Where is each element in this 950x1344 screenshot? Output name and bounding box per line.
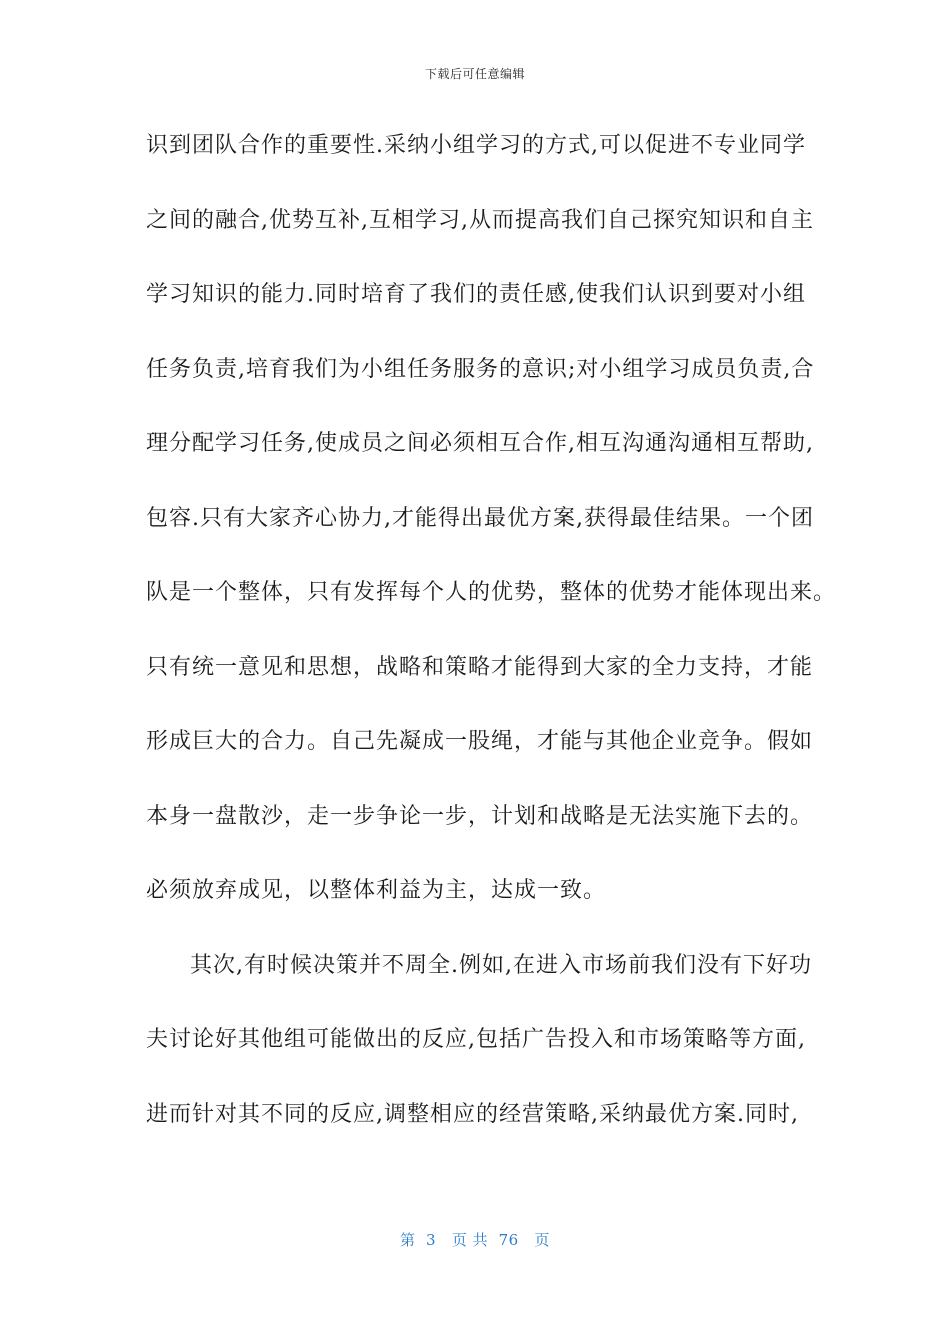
page-header: 下载后可任意编辑 <box>424 67 525 81</box>
text-line: 队是一个整体，只有发挥每个人的优势，整体的优势才能体现出来。 <box>146 580 837 605</box>
paragraph-start-line: 其次,有时候决策并不周全.例如,在进入市场前我们没有下好功 <box>190 952 812 978</box>
text-line: 识到团队合作的重要性.采纳小组学习的方式,可以促进不专业同学 <box>146 133 806 158</box>
text-line: 理分配学习任务,使成员之间必须相互合作,相互沟通沟通相互帮助, <box>146 431 814 456</box>
page-number-footer: 第 3 页 共 76 页 <box>399 1231 551 1249</box>
text-line: 包容.只有大家齐心协力,才能得出最优方案,获得最佳结果。一个团 <box>146 505 814 531</box>
text-line: 只有统一意见和思想，战略和策略才能得到大家的全力支持，才能 <box>146 654 814 680</box>
text-line: 进而针对其不同的反应,调整相应的经营策略,采纳最优方案.同时, <box>146 1101 799 1127</box>
document-body <box>146 128 837 1171</box>
text-line: 本身一盘散沙，走一步争论一步，计划和战略是无法实施下去的。 <box>146 803 814 829</box>
text-line: 夫讨论好其他组可能做出的反应,包括广告投入和市场策略等方面, <box>146 1027 806 1052</box>
text-line: 学习知识的能力.同时培育了我们的责任感,使我们认识到要对小组 <box>146 282 806 307</box>
text-line: 之间的融合,优势互补,互相学习,从而提高我们自己探究知识和自主 <box>146 207 814 233</box>
text-line: 任务负责,培育我们为小组任务服务的意识;对小组学习成员负责,合 <box>146 356 815 382</box>
text-line: 形成巨大的合力。自己先凝成一股绳，才能与其他企业竞争。假如 <box>146 729 814 754</box>
text-line: 必须放弃成见，以整体利益为主，达成一致。 <box>146 878 607 903</box>
